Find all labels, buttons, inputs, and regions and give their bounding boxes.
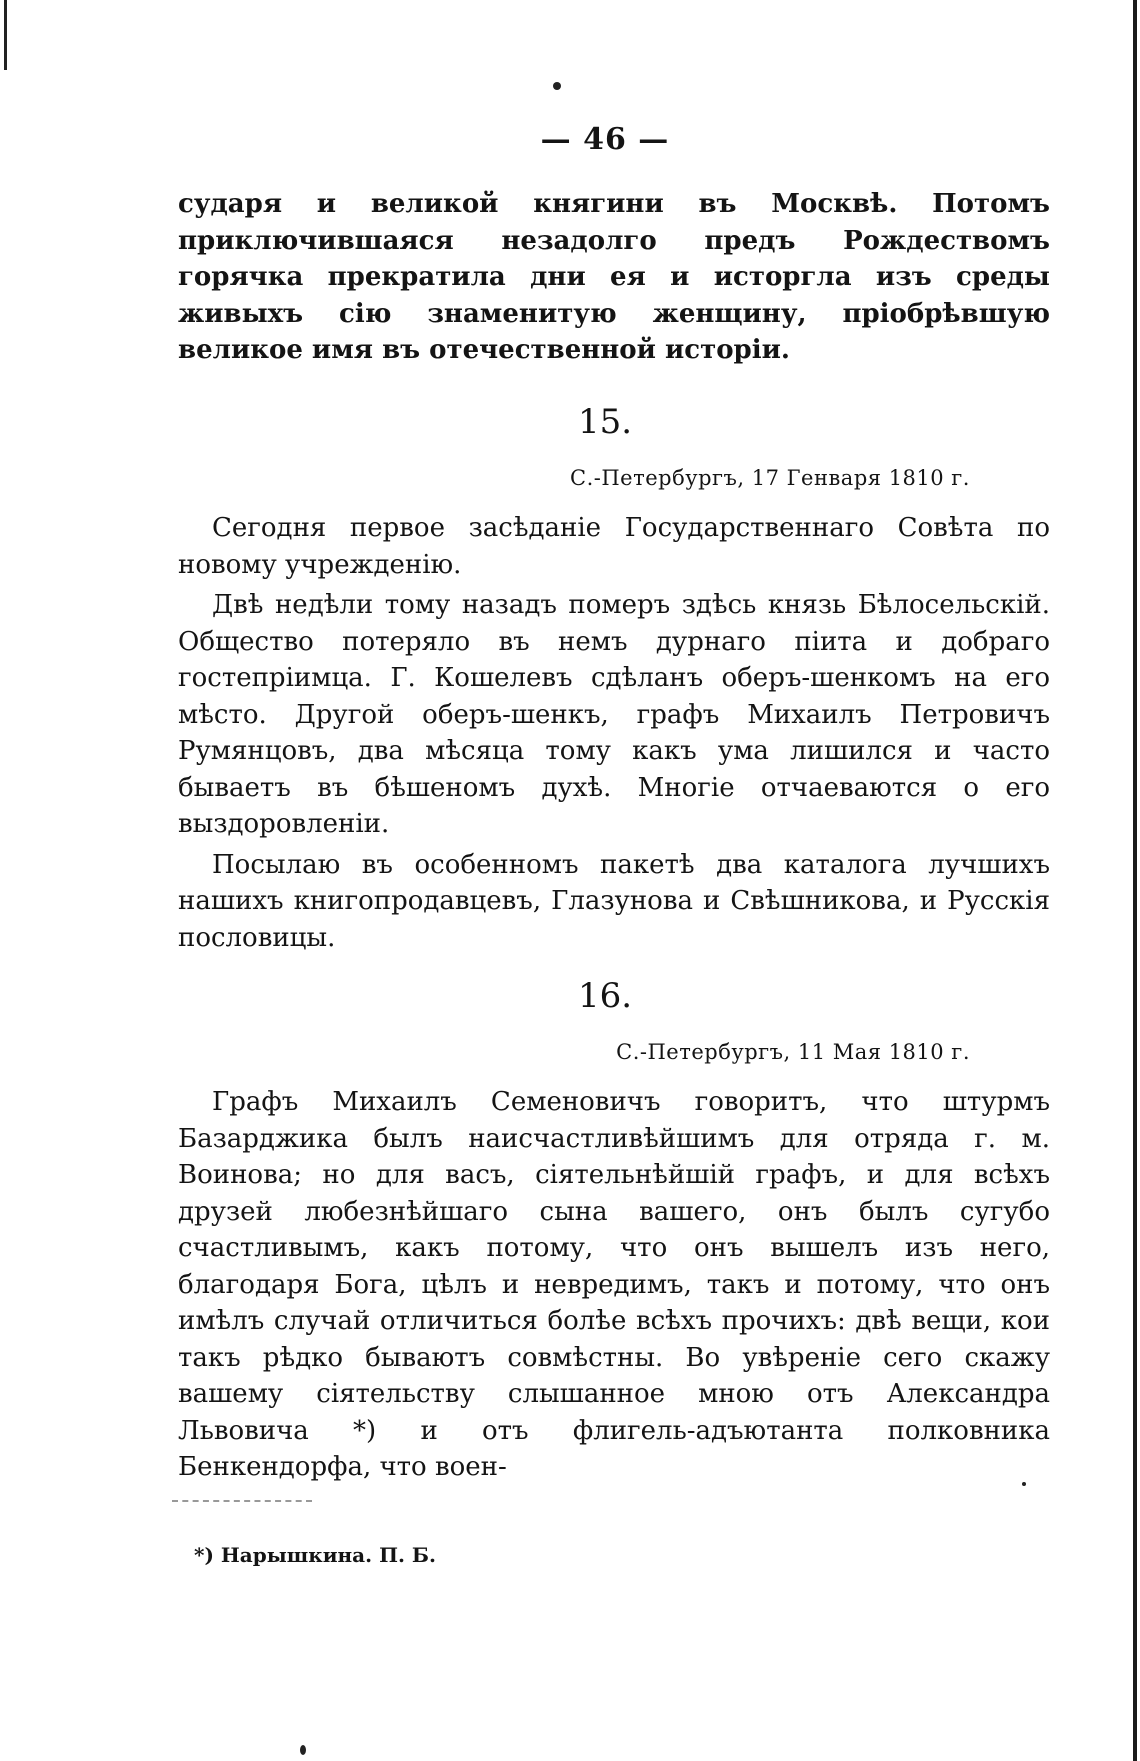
intro-paragraph xyxy=(178,186,1050,369)
page-edge-right xyxy=(1133,0,1137,1761)
page-edge-left xyxy=(4,0,7,70)
letter-15-number: 15. xyxy=(577,402,633,442)
ink-speck xyxy=(553,82,561,90)
letter-15-paragraph: Посылаю въ особенномъ пакетѣ два каталога лучшихъ нашихъ книгопродавцевъ, Глазунова и Свѣшникова, и Русскія пословицы. xyxy=(178,849,1050,953)
letter-16-dateline: С.-Петербургъ, 11 Мая 1810 г. xyxy=(616,1040,970,1064)
letter-16-body xyxy=(178,1084,1050,1486)
letter-16-number: 16. xyxy=(577,976,633,1016)
letter-15-paragraph: Сегодня первое засѣданіе Государственнаго Совѣта по новому учрежденію. xyxy=(178,513,1050,580)
page-number: — 46 — xyxy=(540,122,670,157)
letter-15-body xyxy=(178,510,1050,956)
letter-16-paragraph: Графъ Михаилъ Семеновичъ говоритъ, что штурмъ Базарджика былъ наисчастливѣйшимъ для отряда г. м. Воинова; но для васъ, сіятельнѣйшій графъ, и для всѣхъ друзей любезнѣйшаго сына вашего, онъ былъ сугубо счастливымъ, какъ потому, что онъ вышелъ изъ него, благодаря Бога, цѣлъ и невредимъ, такъ и потому, что онъ имѣлъ случай отличиться болѣе всѣхъ прочихъ: двѣ вещи, кои такъ рѣдко бываютъ совмѣстны. Во увѣреніе сего скажу вашему сіятельству слышанное мною отъ Александра Львовича *) и отъ флигель-адъютанта полковника Бенкендорфа, что воен- xyxy=(178,1087,1050,1482)
letter-15-paragraph: Двѣ недѣли тому назадъ померъ здѣсь князь Бѣлосельскій. Общество потеряло въ немъ дурнаго піита и добраго гостепріимца. Г. Кошелевъ сдѣланъ оберъ-шенкомъ на его мѣсто. Другой оберъ-шенкъ, графъ Михаилъ Петровичъ Румянцовъ, два мѣсяца тому какъ ума лишился и часто бываетъ въ бѣшеномъ духѣ. Многіе отчаеваются о его выздоровленіи. xyxy=(178,590,1050,839)
ink-speck xyxy=(300,1745,306,1755)
letter-15-dateline: С.-Петербургъ, 17 Генваря 1810 г. xyxy=(570,466,970,490)
footnote-rule xyxy=(172,1500,312,1502)
intro-text: сударя и великой княгини въ Москвѣ. Потомъ приключившаяся незадолго предъ Рождествомъ горячка прекратила дни ея и исторгла изъ среды живыхъ сію знаменитую женщину, пріобрѣвшую великое имя въ отечественной исторіи. xyxy=(178,189,1050,365)
footnote: *) Нарышкина. П. Б. xyxy=(194,1543,436,1567)
